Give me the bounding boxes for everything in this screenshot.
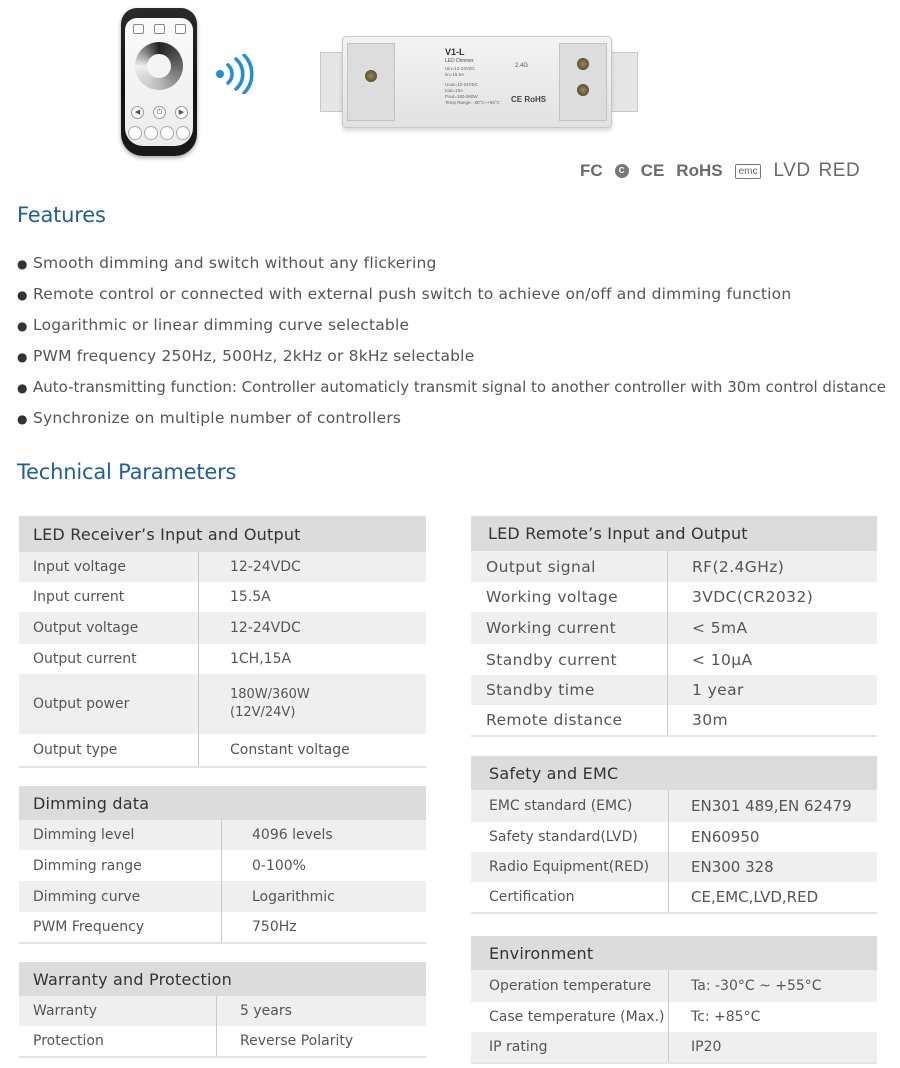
wireless-signal-icon [214,54,258,94]
param-value: < 5mA [692,619,748,637]
certification-logos [580,158,868,184]
screw-icon [365,70,377,82]
rf-label: 2.4G [515,63,529,69]
feature-item [17,313,886,344]
table-row [471,852,877,882]
table-row [471,582,877,612]
table-row [19,820,426,850]
table-row [19,552,426,582]
device-model: V1-L [445,47,465,57]
param-name: Output current [19,644,199,674]
table-row [471,822,877,852]
table-row [471,790,877,822]
environment-table [471,936,877,1064]
feature-item [17,406,886,437]
param-name: Safety standard(LVD) [471,822,669,852]
param-name: Radio Equipment(RED) [471,852,669,882]
param-value: 1CH,15A [230,651,292,667]
cert-c-logo: C [615,164,629,178]
output-terminal-block [559,43,607,121]
feature-text: Remote control or connected with external push switch to achieve on/off and dimming function [33,285,792,303]
table-row [471,1002,877,1032]
feature-text: PWM frequency 250Hz, 500Hz, 2kHz or 8kHz selectable [33,347,475,365]
remote-button-icon [128,126,142,140]
device-spec: Uout=12-24VDC [445,82,479,87]
param-name: Working voltage [471,582,668,612]
param-value: 1 year [692,681,744,699]
table-row [19,850,426,881]
param-name: Standby current [471,644,668,675]
lvd-logo: LVD [773,160,811,181]
param-value: 750Hz [252,919,297,935]
param-name: Working current [471,612,668,644]
device-rohs-label: CE RoHS [511,95,547,104]
led-dimmer-image [320,28,636,128]
touch-ring-icon [135,42,183,90]
emc-logo: emc [735,164,762,179]
feature-item [17,344,886,375]
param-value: 12-24VDC [230,620,301,636]
table-row [471,675,877,705]
remote-face [125,18,193,146]
feature-text: Smooth dimming and switch without any flickering [33,254,437,272]
param-name: Output type [19,734,199,766]
param-value: 5 years [240,1003,292,1019]
remote-button-icon [160,126,174,140]
feature-text: Logarithmic or linear dimming curve selectable [33,316,410,334]
param-name: Dimming range [19,850,222,881]
features-title: Features [17,203,106,227]
bullet-icon: ● [17,412,28,426]
receiver-table [19,516,426,768]
table-row [471,705,877,735]
table-row [19,881,426,912]
param-name: Output signal [471,551,668,582]
device-spec: Temp Range: -30°C~+55°C [445,100,500,105]
table-row [19,612,426,644]
remote-button-icon [175,24,186,34]
table-row [19,674,426,734]
feature-item [17,282,886,313]
feature-item [17,375,886,406]
table-row [19,912,426,942]
table-row [471,612,877,644]
param-value: 30m [692,711,729,729]
ce-logo: CE [640,161,665,180]
param-name: Warranty [19,996,217,1026]
table-header: Safety and EMC [471,756,877,790]
table-header: Dimming data [19,786,426,820]
bullet-icon: ● [17,381,28,395]
param-value: IP20 [691,1039,722,1055]
fcc-logo: FC [580,161,603,180]
param-name: IP rating [471,1032,669,1062]
feature-text: Auto-transmitting function: Controller automaticly transmit signal to another controller with 30m control distance [33,378,886,396]
param-value: RF(2.4GHz) [692,557,785,576]
param-value: 15.5A [230,589,271,605]
power-icon: ⏻ [153,106,166,119]
param-name: Operation temperature [471,970,669,1002]
device-spec: Iout=15A [445,88,464,93]
param-name: Input current [19,582,199,612]
param-value: CE,EMC,LVD,RED [691,888,819,906]
red-logo: RED [818,160,861,181]
device-spec: Pout=180-360W [445,94,478,99]
param-name: Output power [19,674,199,734]
device-subtitle: LED Dimmer [445,58,474,64]
remote-button-icon [144,126,158,140]
param-value: Logarithmic [252,888,335,905]
remote-button-icon [154,24,165,34]
rohs-logo: RoHS [676,161,723,180]
bullet-icon: ● [17,257,28,271]
param-value: Tc: +85°C [691,1009,761,1025]
dimming-table [19,786,426,944]
dimmer-housing [342,36,612,128]
table-header: LED Remote’s Input and Output [471,516,877,551]
table-row [19,734,426,766]
param-value: 0-100% [252,857,306,874]
remote-control-image [121,8,197,156]
device-spec: Iin=15.5A [445,72,465,77]
param-name: Remote distance [471,705,668,735]
param-name: PWM Frequency [19,912,222,942]
remote-button-icon [176,126,190,140]
param-name: Dimming curve [19,881,222,912]
param-value: 4096 levels [252,827,333,843]
param-value: Constant voltage [230,742,350,758]
device-spec: Uin=12-24VDC [445,66,476,71]
param-value: 180W/360W (12V/24V) [230,687,310,720]
bullet-icon: ● [17,319,28,333]
screw-icon [577,58,589,70]
table-row [19,1026,426,1056]
param-value: < 10μA [692,650,753,669]
safety-table [471,756,877,914]
param-name: Certification [471,882,669,912]
table-row [471,970,877,1002]
param-value: Ta: -30°C ~ +55°C [691,978,822,994]
remote-table [471,516,877,737]
table-row [19,644,426,674]
bullet-icon: ● [17,288,28,302]
param-value: Reverse Polarity [240,1033,354,1049]
table-row [471,551,877,582]
screw-icon [577,84,589,96]
param-name: Dimming level [19,820,222,850]
table-header: Environment [471,936,877,970]
left-arrow-icon: ◀ [131,106,144,119]
table-row [471,1032,877,1062]
feature-text: Synchronize on multiple number of controllers [33,409,402,427]
technical-title: Technical Parameters [17,460,237,484]
input-terminal-block [347,43,395,121]
param-name: Standby time [471,675,668,705]
param-name: Output voltage [19,612,199,644]
param-value: 12-24VDC [230,559,301,575]
table-row [471,644,877,675]
warranty-table [19,962,426,1058]
param-name: Protection [19,1026,217,1056]
features-list [17,251,886,437]
feature-item [17,251,886,282]
table-header: Warranty and Protection [19,962,426,996]
param-value: EN300 328 [691,858,774,876]
param-name: EMC standard (EMC) [471,790,669,822]
table-row [471,882,877,912]
param-name: Case temperature (Max.) [471,1002,669,1032]
table-row [19,582,426,612]
right-arrow-icon: ▶ [175,106,188,119]
table-row [19,996,426,1026]
param-name: Input voltage [19,552,199,582]
remote-button-icon [133,24,144,34]
table-header: LED Receiver’s Input and Output [19,516,426,552]
param-value: EN60950 [691,828,760,846]
param-value: EN301 489,EN 62479 [691,797,852,815]
param-value: 3VDC(CR2032) [692,588,814,606]
bullet-icon: ● [17,350,28,364]
